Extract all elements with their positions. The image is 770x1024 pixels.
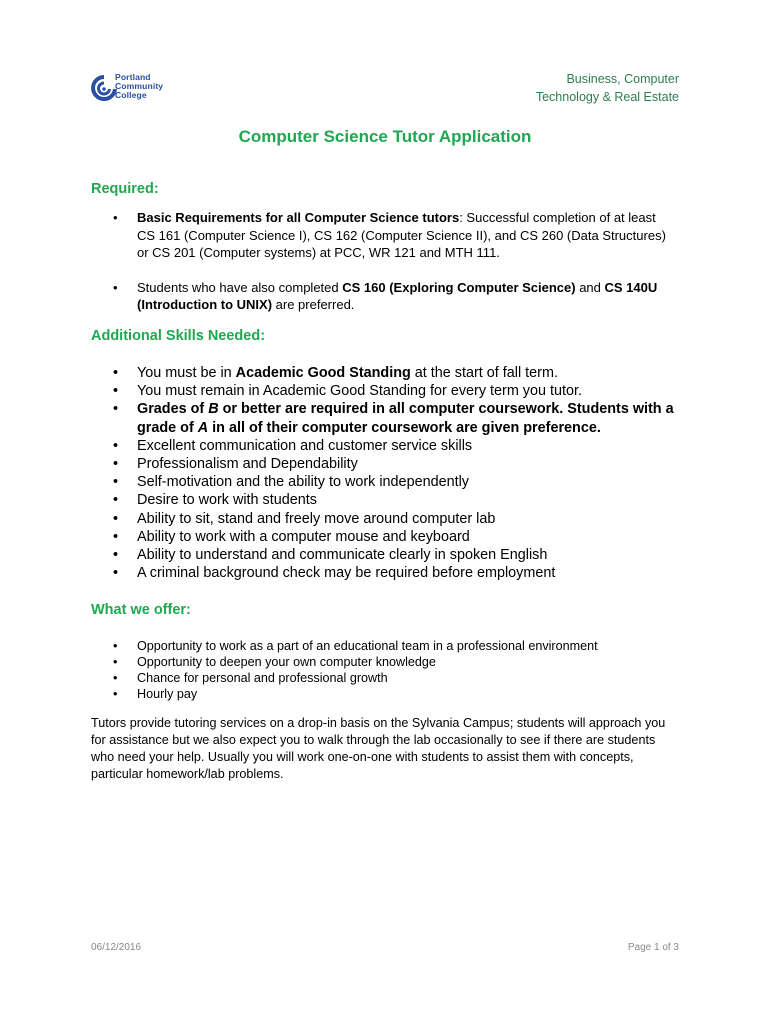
dept-line-2: Technology & Real Estate <box>535 90 679 104</box>
skills-heading: Additional Skills Needed: <box>91 328 266 344</box>
list-item <box>91 654 691 670</box>
skill-text: Excellent communication and customer service skills <box>137 437 473 454</box>
department-label <box>536 70 679 106</box>
list-item <box>91 209 671 262</box>
skill-text: You must be in <box>137 365 236 381</box>
list-item <box>91 473 691 491</box>
list-item <box>91 686 691 702</box>
bullet-icon: • <box>113 639 118 653</box>
pcc-logo <box>91 72 187 106</box>
list-item <box>91 400 691 436</box>
bullet-icon: • <box>113 510 119 527</box>
requirement-bold: Basic Requirements for all Computer Science tutors <box>137 210 460 225</box>
required-heading: Required: <box>91 181 159 197</box>
page-title: Computer Science Tutor Application <box>238 127 532 146</box>
bullet-icon: • <box>113 547 119 564</box>
bullet-icon: • <box>113 655 118 669</box>
skill-grade-text: in all of their computer coursework are given preference. <box>208 419 601 436</box>
list-item <box>91 491 691 509</box>
list-item <box>91 455 691 473</box>
list-item <box>91 364 691 382</box>
skill-text: You must remain in Academic Good Standing for every term you tutor. <box>137 383 583 400</box>
bullet-icon: • <box>113 210 118 225</box>
grade-a: A <box>197 419 209 436</box>
skills-list <box>91 364 691 582</box>
pcc-logo-icon <box>91 75 117 103</box>
logo-line-college: College <box>115 90 147 100</box>
logo-wordmark <box>115 73 163 100</box>
skill-bold <box>137 401 674 435</box>
skill-text: at the start of fall term. <box>410 365 558 381</box>
bullet-icon: • <box>113 365 119 381</box>
dept-line-1: Business, Computer <box>566 72 679 86</box>
grade-b: B <box>208 401 219 418</box>
offer-text: Hourly pay <box>137 687 198 701</box>
bullet-icon: • <box>113 437 119 454</box>
offer-list <box>91 638 691 702</box>
skill-text: A criminal background check may be required before employment <box>137 565 556 582</box>
preferred-text-mid: and <box>575 279 605 295</box>
bullet-icon: • <box>113 383 119 400</box>
offer-text: Opportunity to work as a part of an educational team in a professional environment <box>137 639 598 653</box>
skill-bold: Academic Good Standing <box>235 365 411 381</box>
skill-grade-text: or better are required in all computer coursework. Students with a grade of <box>137 401 674 436</box>
bullet-icon: • <box>113 456 119 473</box>
bullet-icon: • <box>113 528 119 545</box>
skill-text: Ability to sit, stand and freely move around computer lab <box>137 510 496 527</box>
list-item <box>91 528 691 546</box>
requirement-text: : Successful completion of at least CS 161 (Computer Science I), CS 162 (Computer Science II), and CS 260 (Data Structures) or CS 201 (Computer systems) at PCC, WR 121 and MTH 111. <box>137 210 666 260</box>
logo-line-community: Community <box>115 81 164 91</box>
skill-text: Self-motivation and the ability to work independently <box>137 474 469 491</box>
list-item <box>91 510 691 528</box>
offer-text: Chance for personal and professional growth <box>137 671 388 685</box>
preferred-text-post: are preferred. <box>272 297 355 312</box>
description-paragraph: Tutors provide tutoring services on a drop-in basis on the Sylvania Campus; students will approach you for assistance but we also expect you to walk through the lab occasionally to see if there are students who need your help. Usually you will work one-on-one with students to assist them with concepts, particular homework/lab problems. <box>91 716 666 781</box>
footer-page-number: Page 1 of 3 <box>627 942 679 953</box>
skill-text: Professionalism and Dependability <box>137 456 358 473</box>
bullet-icon: • <box>113 401 119 418</box>
bullet-icon: • <box>113 474 119 491</box>
offer-text: Opportunity to deepen your own computer knowledge <box>137 655 436 669</box>
offer-heading: What we offer: <box>91 602 191 618</box>
bullet-icon: • <box>113 671 118 685</box>
list-item <box>91 564 691 582</box>
bullet-icon: • <box>113 687 118 701</box>
skill-text: Ability to work with a computer mouse and keyboard <box>137 528 470 545</box>
skill-grade-text: Grades of <box>137 401 209 418</box>
list-item <box>91 546 691 564</box>
preferred-course-cs140u: CS 140U (Introduction to UNIX) <box>137 279 658 312</box>
bullet-icon: • <box>113 279 118 295</box>
list-item <box>91 638 691 654</box>
bullet-icon: • <box>113 565 119 582</box>
list-item <box>91 382 691 400</box>
preferred-course-cs160: CS 160 (Exploring Computer Science) <box>342 279 576 295</box>
list-item <box>91 279 671 314</box>
logo-line-portland: Portland <box>115 72 151 82</box>
skill-text: Ability to understand and communicate clearly in spoken English <box>137 547 548 564</box>
list-item <box>91 437 691 455</box>
skill-text: Desire to work with students <box>137 492 317 509</box>
footer-date: 06/12/2016 <box>91 942 142 953</box>
required-list <box>91 209 671 331</box>
preferred-text-pre: Students who have also completed <box>137 279 343 295</box>
bullet-icon: • <box>113 492 119 509</box>
list-item <box>91 670 691 686</box>
